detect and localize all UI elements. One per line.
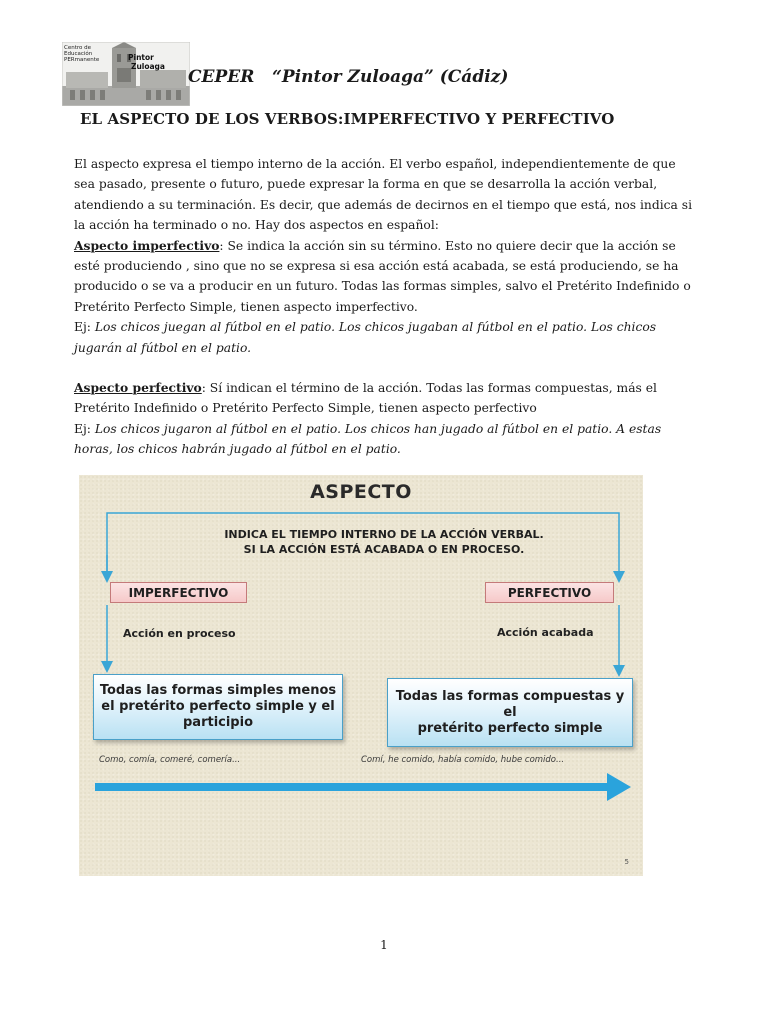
page-number: 1 (380, 938, 388, 952)
diagram-definition: INDICA EL TIEMPO INTERNO DE LA ACCIÓN VERBAL. SI LA ACCIÓN ESTÁ ACABADA O EN PROCESO. (224, 528, 544, 556)
aspect-diagram (79, 475, 643, 876)
perfectivo-paragraph: Aspecto perfectivo: Sí indican el término de la acción. Todas las formas compuestas, más el Pretérito Indefinido o Pretérito Perfecto Simple, tienen aspecto perfectivo (74, 380, 657, 416)
imperfectivo-paragraph: Aspecto imperfectivo: Se indica la acción sin su término. Esto no quiere decir que la acción se esté produciendo , sino que no se expresa si esa acción está acabada, se está produciendo, se ha producido o se va a producir en un futuro. Todas las formas simples, salvo el Pretérito Indefinido o Pretérito Perfecto Simple, tienen aspecto imperfectivo. (74, 237, 691, 314)
logo-name: Pintor Zuloaga (128, 53, 165, 71)
perfectivo-examples: Comí, he comido, había comido, hube comido... (361, 755, 565, 765)
logo-caption: Centro de Educación PERmanente (64, 45, 100, 63)
imperfectivo-subtitle: Acción en proceso (123, 627, 236, 640)
imperfectivo-examples: Como, comía, comeré, comería... (99, 755, 241, 765)
imperfectivo-forms-box: Todas las formas simples menos el pretérito perfecto simple y el participio (93, 674, 343, 740)
imperfectivo-heading: Aspecto imperfectivo (74, 237, 220, 253)
page-title: EL ASPECTO DE LOS VERBOS:IMPERFECTIVO Y PERFECTIVO (80, 110, 615, 128)
body-text (74, 154, 700, 460)
intro-paragraph: El aspecto expresa el tiempo interno de la acción. El verbo español, independientemente de que sea pasado, presente o futuro, puede expresar la forma en que se desarrolla la acción verbal, atendiendo a su terminación. Es decir, que además de decirnos en el tiempo que está, nos indica si la acción ha terminado o no. Hay dos aspectos en español: (74, 157, 693, 233)
perfectivo-example: Ej: Los chicos jugaron al fútbol en el patio. Los chicos han jugado al fútbol en el patio. A estas horas, los chicos habrán jugado al fútbol en el patio. (74, 421, 662, 457)
imperfectivo-label: IMPERFECTIVO (110, 582, 247, 603)
diagram-title: ASPECTO (310, 481, 412, 503)
imperfectivo-example: Ej: Los chicos juegan al fútbol en el patio. Los chicos jugaban al fútbol en el patio. Los chicos jugarán al fútbol en el patio. (74, 320, 657, 355)
perfectivo-label: PERFECTIVO (485, 582, 614, 603)
school-logo (62, 42, 190, 106)
perfectivo-heading: Aspecto perfectivo (74, 380, 202, 396)
perfectivo-forms-box: Todas las formas compuestas y el pretérito perfecto simple (387, 678, 633, 747)
slide-number: 5 (624, 858, 629, 866)
org-title: CEPER “Pintor Zuloaga” (Cádiz) (188, 67, 509, 87)
perfectivo-subtitle: Acción acabada (497, 626, 594, 639)
